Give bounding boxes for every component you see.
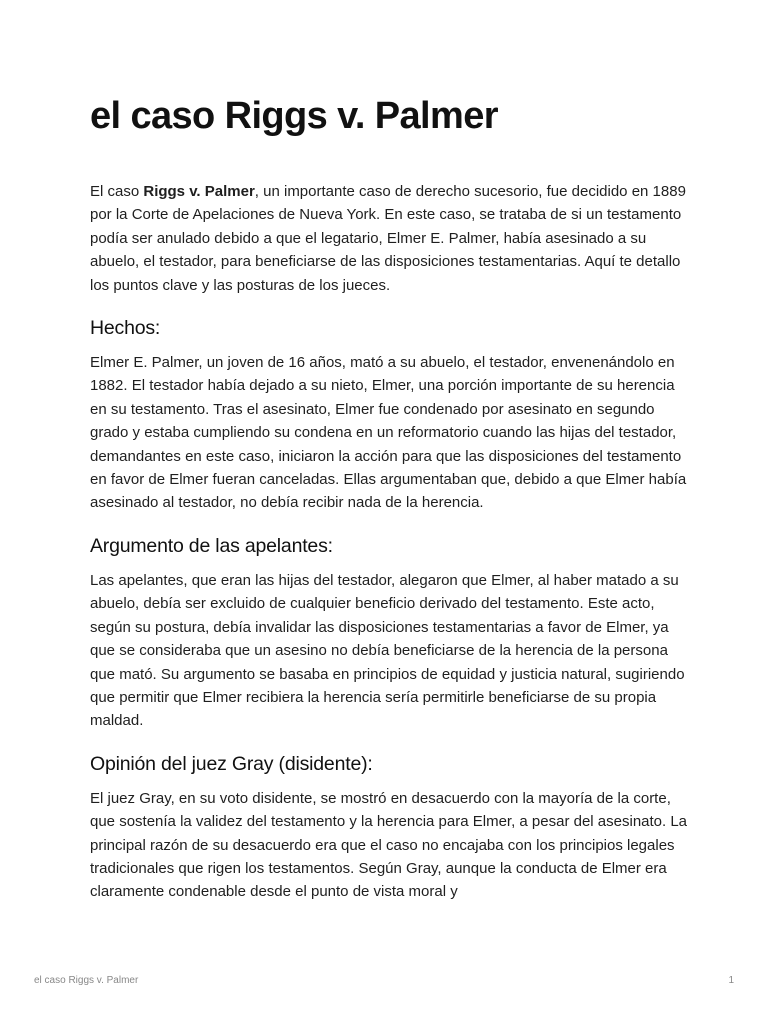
section-body: El juez Gray, en su voto disidente, se mostró en desacuerdo con la mayoría de la corte, que sostenía la validez del testamento y la herencia para Elmer, a pesar del asesinato. La principal razón de su desacuerdo era que el caso no encajaba con los principios legales tradicionales que rigen los testamentos. Según Gray, aunque la conducta de Elmer era claramente condenable desde el punto de vista moral y <box>90 789 688 901</box>
footer-page-number: 1 <box>728 975 734 986</box>
section-heading: Opinión del juez Gray (disidente): <box>90 752 373 775</box>
document-title: el caso Riggs v. Palmer <box>90 95 498 137</box>
footer-document-title: el caso Riggs v. Palmer <box>34 975 139 986</box>
section-heading: Argumento de las apelantes: <box>90 534 333 557</box>
document-page <box>90 92 690 922</box>
intro-prefix: El caso <box>90 183 144 200</box>
section-body: Elmer E. Palmer, un joven de 16 años, mató a su abuelo, el testador, envenenándolo en 1882. El testador había dejado a su nieto, Elmer, una porción importante de su herencia en su testamento. Tras el asesinato, Elmer fue condenado por asesinato en segundo grado y estaba cumpliendo su condena en un reformatorio cuando las hijas del testador, demandantes en este caso, iniciaron la acción para que las disposiciones del testamento en favor de Elmer fueran canceladas. Ellas argumentaban que, debido a que Elmer había asesinado al testador, no debía recibir nada de la herencia. <box>90 354 687 512</box>
section-body: Las apelantes, que eran las hijas del testador, alegaron que Elmer, al haber matado a su abuelo, debía ser excluido de cualquier beneficio derivado del testamento. Este acto, según su postura, debía invalidar las disposiciones testamentarias a favor de Elmer, ya que se consideraba que un asesino no debía beneficiarse de la herencia de la persona que mató. Su argumento se basaba en principios de equidad y justicia natural, sugiriendo que permitir que Elmer recibiera la herencia sería permitirle beneficiarse de su propia maldad. <box>90 571 685 730</box>
section-heading: Hechos: <box>90 317 161 340</box>
section-argumento-apelantes <box>90 533 690 733</box>
case-name-bold: Riggs v. Palmer <box>143 183 255 200</box>
intro-paragraph <box>90 180 690 297</box>
section-opinion-juez-gray <box>90 751 690 904</box>
intro-suffix: , un importante caso de derecho sucesorio, fue decidido en 1889 por la Corte de Apelaciones de Nueva York. En este caso, se trataba de si un testamento podía ser anulado debido a que el legatario, Elmer E. Palmer, había asesinado a su abuelo, el testador, para beneficiarse de las disposiciones testamentarias. Aquí te detallo los puntos clave y las posturas de los jueces. <box>90 183 686 294</box>
section-hechos <box>90 315 690 515</box>
